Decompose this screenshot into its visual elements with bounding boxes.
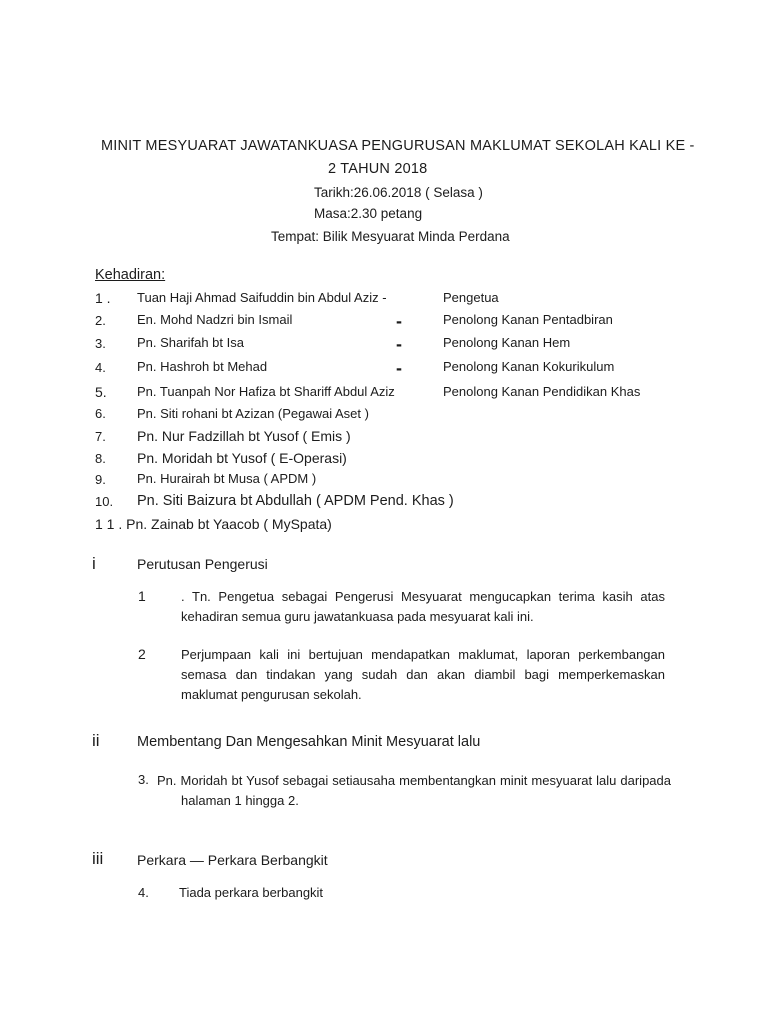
attendance-name: Pn. Nur Fadzillah bt Yusof ( Emis ) <box>137 428 351 444</box>
attendance-name: En. Mohd Nadzri bin Ismail <box>137 312 293 327</box>
attendance-role: Penolong Kanan Pentadbiran <box>443 312 613 327</box>
attendance-dash: - <box>396 311 402 331</box>
attendance-name: Pn. Siti Baizura bt Abdullah ( APDM Pend. Khas ) <box>137 493 454 509</box>
attendance-role: Pengetua <box>443 290 499 305</box>
attendance-number: 4. <box>95 360 106 375</box>
attendance-row-last: 1 1 . Pn. Zainab bt Yaacob ( MySpata) <box>95 516 332 532</box>
item-text: Perjumpaan kali ini bertujuan mendapatkan maklumat, laporan perkembangan semasa dan tindakan yang sudah dan akan diambil bagi memperkemaskan maklumat pengurusan sekolah. <box>181 647 665 702</box>
item-number: 1 <box>138 588 146 604</box>
attendance-number: 10. <box>95 494 114 509</box>
section-numeral: i <box>92 554 96 573</box>
item-text: Tiada perkara berbangkit <box>179 885 324 900</box>
attendance-role: Penolong Kanan Hem <box>443 335 571 350</box>
item-text: Pn. Moridah bt Yusof sebagai setiausaha membentangkan minit mesyuarat lalu daripada halaman 1 hingga 2. <box>157 773 671 808</box>
attendance-number: 9. <box>95 472 106 487</box>
item-number: 2 <box>138 646 146 662</box>
item-text: . Tn. Pengetua sebagai Pengerusi Mesyuarat mengucapkan terima kasih atas kehadiran semua guru jawatankuasa pada mesyuarat kali ini. <box>181 589 665 624</box>
attendance-name: Tuan Haji Ahmad Saifuddin bin Abdul Aziz - <box>137 290 387 305</box>
attendance-number: 1 . <box>95 290 111 306</box>
attendance-role: Penolong Kanan Pendidikan Khas <box>443 384 641 399</box>
item-number: 3. <box>138 772 149 787</box>
attendance-number: 7. <box>95 429 106 444</box>
meeting-venue: Tempat: Bilik Mesyuarat Minda Perdana <box>271 229 510 244</box>
attendance-heading: Kehadiran: <box>95 267 166 283</box>
attendance-dash: - <box>396 358 402 378</box>
section-numeral: iii <box>92 849 104 868</box>
section-numeral: ii <box>92 731 100 750</box>
meeting-time: Masa:2.30 petang <box>314 206 423 221</box>
attendance-name: Pn. Tuanpah Nor Hafiza bt Shariff Abdul Aziz <box>137 384 395 399</box>
attendance-name: Pn. Siti rohani bt Azizan (Pegawai Aset ) <box>137 406 369 421</box>
attendance-number: 2. <box>95 313 106 328</box>
section-title: Membentang Dan Mengesahkan Minit Mesyuarat lalu <box>137 734 481 750</box>
attendance-number: 5. <box>95 384 107 400</box>
section-title: Perkara — Perkara Berbangkit <box>137 852 328 868</box>
meeting-date: Tarikh:26.06.2018 ( Selasa ) <box>314 185 483 200</box>
attendance-number: 3. <box>95 336 106 351</box>
attendance-name: Pn. Sharifah bt Isa <box>137 335 244 350</box>
attendance-number: 8. <box>95 451 106 466</box>
attendance-number: 6. <box>95 406 106 421</box>
attendance-name: Pn. Moridah bt Yusof ( E-Operasi) <box>137 450 347 466</box>
document-title-line2: 2 TAHUN 2018 <box>328 161 428 177</box>
attendance-name: Pn. Hashroh bt Mehad <box>137 359 268 374</box>
attendance-name: Pn. Hurairah bt Musa ( APDM ) <box>137 471 317 486</box>
document-title-line1: MINIT MESYUARAT JAWATANKUASA PENGURUSAN MAKLUMAT SEKOLAH KALI KE - <box>101 138 695 154</box>
attendance-role: Penolong Kanan Kokurikulum <box>443 359 615 374</box>
attendance-dash: - <box>396 334 402 354</box>
section-title: Perutusan Pengerusi <box>137 556 268 572</box>
item-number: 4. <box>138 885 149 900</box>
